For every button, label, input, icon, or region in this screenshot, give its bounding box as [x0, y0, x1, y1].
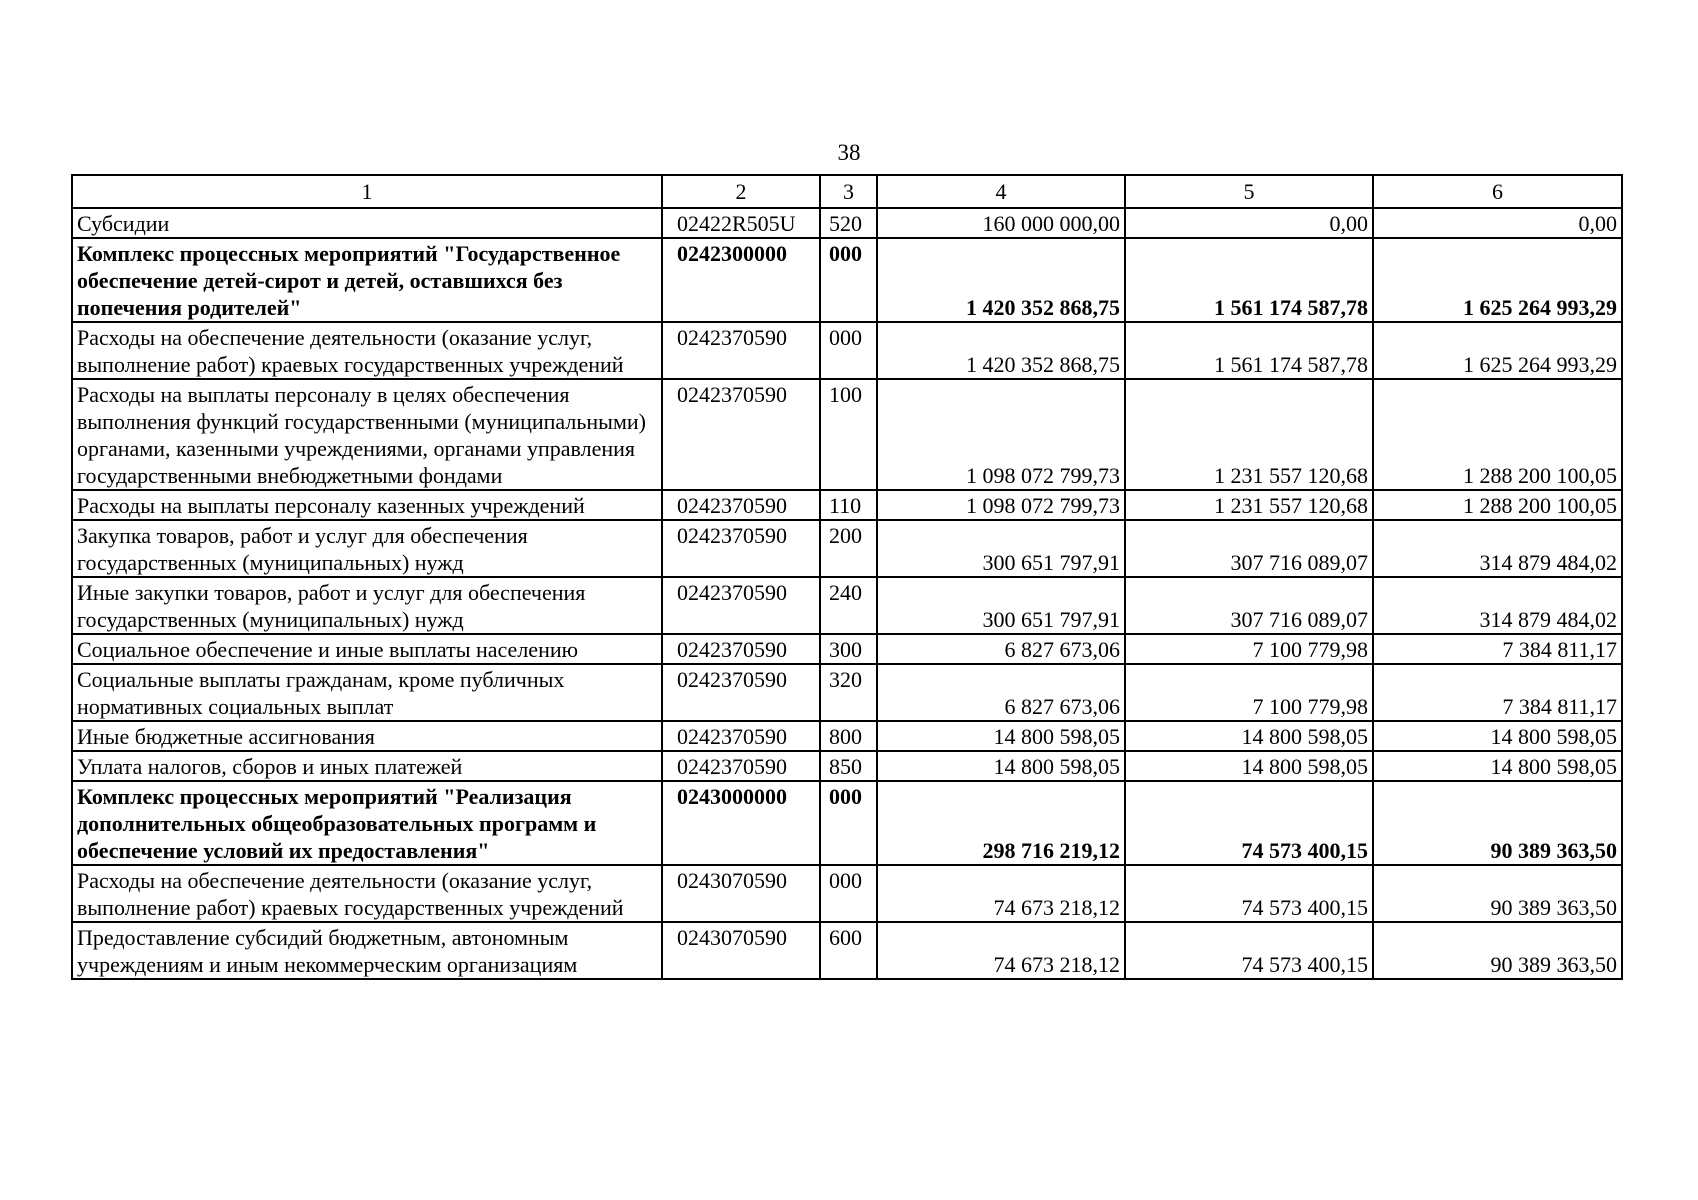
- row-value-col6-cell: 90 389 363,50: [1373, 922, 1622, 979]
- table-row: [72, 490, 1622, 520]
- table-row: [72, 634, 1622, 664]
- row-code-cell: 0242370590: [662, 379, 820, 490]
- row-code-cell: 02422R505U: [662, 208, 820, 238]
- table-row: [72, 664, 1622, 721]
- page-number: 38: [837, 140, 861, 165]
- row-value-col5-cell: 74 573 400,15: [1125, 922, 1373, 979]
- row-value-col4-cell: 14 800 598,05: [877, 751, 1125, 781]
- row-value-col4-cell: 1 420 352 868,75: [877, 238, 1125, 322]
- row-value-col4-cell: 298 716 219,12: [877, 781, 1125, 865]
- row-value-col4-cell: 6 827 673,06: [877, 634, 1125, 664]
- row-value-col5-cell: 14 800 598,05: [1125, 751, 1373, 781]
- table-row: [72, 379, 1622, 490]
- column-header: 4: [877, 175, 1125, 208]
- row-code-cell: 0242370590: [662, 664, 820, 721]
- row-kvr-cell: 000: [820, 865, 877, 922]
- table-row: [72, 865, 1622, 922]
- row-name-cell: Расходы на обеспечение деятельности (оказание услуг, выполнение работ) краевых государственных учреждений: [72, 322, 662, 379]
- row-kvr-cell: 200: [820, 520, 877, 577]
- row-value-col4-cell: 74 673 218,12: [877, 865, 1125, 922]
- row-value-col6-cell: 14 800 598,05: [1373, 721, 1622, 751]
- table-header-row: [72, 175, 1622, 208]
- row-code-cell: 0242370590: [662, 634, 820, 664]
- row-value-col4-cell: 1 098 072 799,73: [877, 379, 1125, 490]
- row-value-col4-cell: 74 673 218,12: [877, 922, 1125, 979]
- row-value-col5-cell: 0,00: [1125, 208, 1373, 238]
- row-name-cell: Расходы на выплаты персоналу казенных учреждений: [72, 490, 662, 520]
- row-code-cell: 0242300000: [662, 238, 820, 322]
- table-row: [72, 751, 1622, 781]
- column-header: 5: [1125, 175, 1373, 208]
- table-row: [72, 208, 1622, 238]
- row-value-col4-cell: 300 651 797,91: [877, 520, 1125, 577]
- row-kvr-cell: 520: [820, 208, 877, 238]
- row-value-col4-cell: 300 651 797,91: [877, 577, 1125, 634]
- row-value-col6-cell: 1 288 200 100,05: [1373, 379, 1622, 490]
- column-header: 1: [72, 175, 662, 208]
- table-row: [72, 781, 1622, 865]
- table-row: [72, 922, 1622, 979]
- row-value-col4-cell: 6 827 673,06: [877, 664, 1125, 721]
- column-header: 2: [662, 175, 820, 208]
- row-name-cell: Иные бюджетные ассигнования: [72, 721, 662, 751]
- table-row: [72, 520, 1622, 577]
- row-value-col6-cell: 0,00: [1373, 208, 1622, 238]
- row-name-cell: Уплата налогов, сборов и иных платежей: [72, 751, 662, 781]
- row-value-col6-cell: 314 879 484,02: [1373, 577, 1622, 634]
- row-value-col6-cell: 1 625 264 993,29: [1373, 322, 1622, 379]
- row-code-cell: 0242370590: [662, 751, 820, 781]
- row-name-cell: Закупка товаров, работ и услуг для обеспечения государственных (муниципальных) нужд: [72, 520, 662, 577]
- row-value-col5-cell: 1 231 557 120,68: [1125, 379, 1373, 490]
- row-value-col4-cell: 1 098 072 799,73: [877, 490, 1125, 520]
- table-row: [72, 721, 1622, 751]
- row-kvr-cell: 000: [820, 322, 877, 379]
- row-kvr-cell: 000: [820, 238, 877, 322]
- row-name-cell: Субсидии: [72, 208, 662, 238]
- row-value-col5-cell: 74 573 400,15: [1125, 781, 1373, 865]
- table-row: [72, 238, 1622, 322]
- row-kvr-cell: 600: [820, 922, 877, 979]
- row-value-col6-cell: 7 384 811,17: [1373, 634, 1622, 664]
- row-name-cell: Предоставление субсидий бюджетным, автономным учреждениям и иным некоммерческим организациям: [72, 922, 662, 979]
- row-kvr-cell: 100: [820, 379, 877, 490]
- row-kvr-cell: 240: [820, 577, 877, 634]
- row-code-cell: 0243000000: [662, 781, 820, 865]
- row-kvr-cell: 110: [820, 490, 877, 520]
- row-value-col5-cell: 307 716 089,07: [1125, 577, 1373, 634]
- row-value-col4-cell: 160 000 000,00: [877, 208, 1125, 238]
- row-name-cell: Комплекс процессных мероприятий "Реализация дополнительных общеобразовательных программ и обеспечение условий их предоставления": [72, 781, 662, 865]
- row-code-cell: 0242370590: [662, 577, 820, 634]
- row-name-cell: Социальные выплаты гражданам, кроме публичных нормативных социальных выплат: [72, 664, 662, 721]
- column-header: 3: [820, 175, 877, 208]
- row-kvr-cell: 320: [820, 664, 877, 721]
- row-code-cell: 0242370590: [662, 322, 820, 379]
- row-kvr-cell: 850: [820, 751, 877, 781]
- row-code-cell: 0242370590: [662, 520, 820, 577]
- row-value-col5-cell: 1 561 174 587,78: [1125, 322, 1373, 379]
- row-value-col6-cell: 1 288 200 100,05: [1373, 490, 1622, 520]
- row-value-col4-cell: 14 800 598,05: [877, 721, 1125, 751]
- row-kvr-cell: 000: [820, 781, 877, 865]
- column-header: 6: [1373, 175, 1622, 208]
- row-code-cell: 0242370590: [662, 490, 820, 520]
- row-value-col5-cell: 14 800 598,05: [1125, 721, 1373, 751]
- row-kvr-cell: 800: [820, 721, 877, 751]
- row-name-cell: Расходы на выплаты персоналу в целях обеспечения выполнения функций государственными (муниципальными) органами, казенными учреждениями, органами управления государственными внебюджетными фондами: [72, 379, 662, 490]
- row-value-col5-cell: 7 100 779,98: [1125, 634, 1373, 664]
- row-code-cell: 0243070590: [662, 865, 820, 922]
- row-value-col6-cell: 90 389 363,50: [1373, 865, 1622, 922]
- row-value-col5-cell: 1 231 557 120,68: [1125, 490, 1373, 520]
- row-name-cell: Иные закупки товаров, работ и услуг для обеспечения государственных (муниципальных) нужд: [72, 577, 662, 634]
- row-code-cell: 0243070590: [662, 922, 820, 979]
- row-value-col6-cell: 1 625 264 993,29: [1373, 238, 1622, 322]
- row-value-col5-cell: 307 716 089,07: [1125, 520, 1373, 577]
- row-value-col5-cell: 7 100 779,98: [1125, 664, 1373, 721]
- row-value-col4-cell: 1 420 352 868,75: [877, 322, 1125, 379]
- row-value-col5-cell: 74 573 400,15: [1125, 865, 1373, 922]
- row-value-col6-cell: 7 384 811,17: [1373, 664, 1622, 721]
- row-code-cell: 0242370590: [662, 721, 820, 751]
- row-name-cell: Расходы на обеспечение деятельности (оказание услуг, выполнение работ) краевых государственных учреждений: [72, 865, 662, 922]
- table-row: [72, 577, 1622, 634]
- row-value-col5-cell: 1 561 174 587,78: [1125, 238, 1373, 322]
- row-value-col6-cell: 314 879 484,02: [1373, 520, 1622, 577]
- row-value-col6-cell: 14 800 598,05: [1373, 751, 1622, 781]
- row-name-cell: Комплекс процессных мероприятий "Государственное обеспечение детей-сирот и детей, оставшихся без попечения родителей": [72, 238, 662, 322]
- row-name-cell: Социальное обеспечение и иные выплаты населению: [72, 634, 662, 664]
- row-value-col6-cell: 90 389 363,50: [1373, 781, 1622, 865]
- row-kvr-cell: 300: [820, 634, 877, 664]
- table-row: [72, 322, 1622, 379]
- budget-table: [71, 174, 1623, 980]
